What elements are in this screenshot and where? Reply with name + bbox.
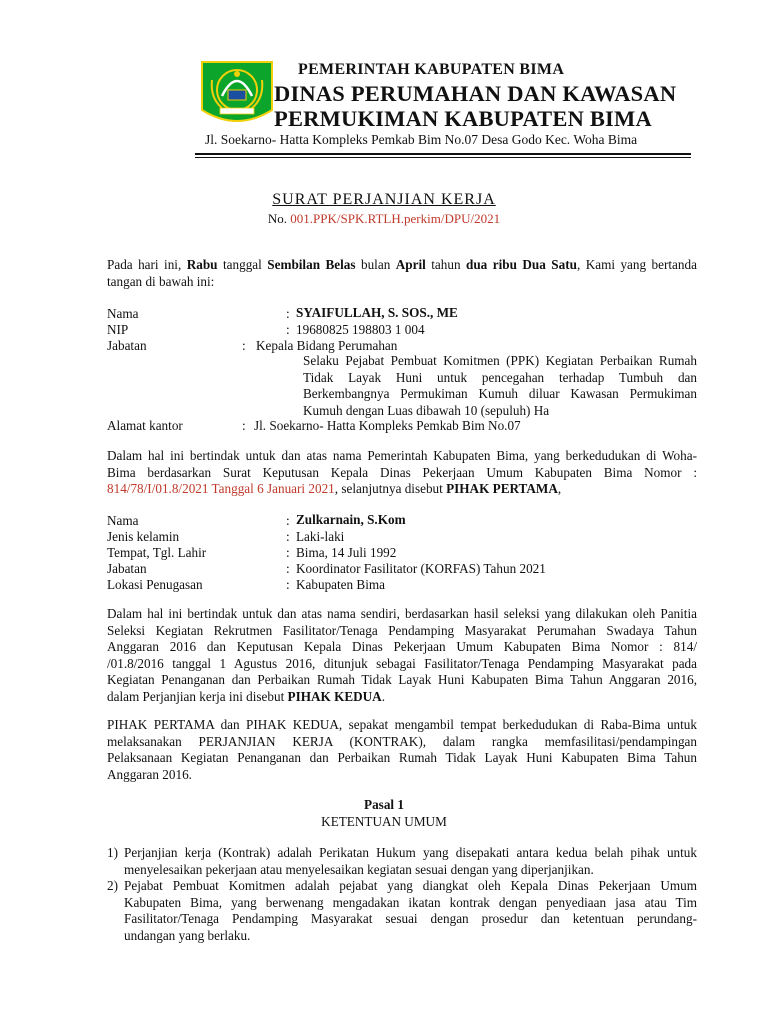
letterhead-rule-thick — [195, 153, 691, 155]
p2-value: Laki-laki — [296, 529, 345, 544]
p2-value: Koordinator Fasilitator (KORFAS) Tahun 2021 — [296, 561, 546, 576]
p2-value: Bima, 14 Juli 1992 — [296, 545, 397, 560]
p2-label: Jenis kelamin — [107, 529, 180, 544]
p2-colon: : — [286, 513, 290, 528]
p1-jabatan-colon: : — [242, 338, 246, 353]
kabupaten-bima-logo — [200, 60, 274, 130]
p1-jabatan-value: Kepala Bidang Perumahan — [256, 338, 398, 353]
pasal-heading: Pasal 1 — [364, 797, 404, 812]
p1-role-line: Kumuh dengan Luas dibawah 10 (sepuluh) Ha — [303, 402, 550, 418]
list-item-number: 2) — [107, 878, 118, 893]
pasal-subheading: KETENTUAN UMUM — [321, 814, 447, 829]
letterhead-agency-line1: DINAS PERUMAHAN DAN KAWASAN — [274, 81, 677, 106]
p1-name-colon: : — [286, 306, 290, 321]
p1-jabatan-label: Jabatan — [107, 338, 147, 353]
party2-statement: Dalam hal ini bertindak untuk dan atas nama sendiri, berdasarkan hasil seleksi yang dilakukan oleh Panitia Seleksi Kegiatan Rekrutmen Fasilitator/Tenaga Pendamping Masyarakat Perumahan Swadaya Tahun Anggaran 2016 dan Keputusan Kepala Dinas Pekerjaan Umum Kabupaten Bima Nomor : 814/ /01.8/2016 tanggal 1 Agustus 2016, ditunjuk sebagai Fasilitator/Tenaga Pendamping Masyarakat pada Kegiatan Penanganan dan Perbaikan Rumah Tidak Layak Huni Kabupaten Bima Tahun Anggaran 2016, dalam Perjanjian kerja ini disebut PIHAK KEDUA. — [107, 606, 697, 704]
pihak-pertama-label: PIHAK PERTAMA — [446, 481, 558, 497]
p1-alamat-colon: : — [242, 418, 246, 433]
opening-paragraph: Pada hari ini, Rabu tanggal Sembilan Belas bulan April tahun dua ribu Dua Satu, Kami yang bertanda tangan di bawah ini: — [107, 257, 697, 289]
p1-name-value: SYAIFULLAH, S. SOS., ME — [296, 305, 458, 320]
p1-nip-label: NIP — [107, 322, 129, 337]
p2-colon: : — [286, 561, 290, 576]
agreement-paragraph: PIHAK PERTAMA dan PIHAK KEDUA, sepakat mengambil tempat berkedudukan di Raba-Bima untuk melaksanakan PERJANJIAN KERJA (KONTRAK), dalam rangka memfasilitasi/pendampingan Pelaksanaan Kegiatan Penanganan dan Perbaikan Rumah Tidak Layak Huni Kabupaten Bima Tahun Anggaran 2016. — [107, 717, 697, 782]
p1-role-line: Tidak Layak Huni untuk pencegahan terhadap Tumbuh dan — [303, 369, 697, 385]
letterhead-rule-thin — [195, 157, 691, 158]
document-number: No. 001.PPK/SPK.RTLH.perkim/DPU/2021 — [267, 211, 501, 226]
p1-nip-value: 19680825 198803 1 004 — [296, 322, 425, 337]
document-title: SURAT PERJANJIAN KERJA — [272, 191, 496, 208]
p2-colon: : — [286, 529, 290, 544]
list-item: 1) Perjanjian kerja (Kontrak) adalah Perikatan Hukum yang disepakati antara kedua belah pihak untuk menyelesaikan pekerjaan atau menyelesaikan kegiatan sesuai dengan yang diperjanjikan. — [107, 845, 697, 877]
letterhead-address: Jl. Soekarno- Hatta Kompleks Pemkab Bim No.07 Desa Godo Kec. Woha Bima — [205, 132, 638, 147]
p1-role-description — [303, 353, 697, 419]
p2-value: Kabupaten Bima — [296, 577, 385, 592]
p2-label: Lokasi Penugasan — [107, 577, 203, 592]
p2-label: Jabatan — [107, 561, 147, 576]
p2-colon: : — [286, 545, 290, 560]
p1-alamat-value: Jl. Soekarno- Hatta Kompleks Pemkab Bim No.07 — [254, 418, 521, 433]
p1-name-label: Nama — [107, 306, 139, 321]
p1-nip-colon: : — [286, 322, 290, 337]
letterhead-government: PEMERINTAH KABUPATEN BIMA — [298, 61, 565, 78]
p2-name-value: Zulkarnain, S.Kom — [296, 512, 406, 527]
party1-statement: Dalam hal ini bertindak untuk dan atas nama Pemerintah Kabupaten Bima, yang berkedudukan di Woha- Bima berdasarkan Surat Keputusan Kepala Dinas Pekerjaan Umum Kabupaten Bima Nomor : 814/78/I/01.8/2021 Tanggal 6 Januari 2021, selanjutnya disebut PIHAK PERTAMA, — [107, 448, 697, 497]
list-item: 2) Pejabat Pembuat Komitmen adalah pejabat yang diangkat oleh Kepala Dinas Pekerjaan Umum Kabupaten Bima, yang berwenang mengadakan ikatan kontrak dengan penyediaan jasa atau Tim Fasilitator/Tenaga Pendamping Masyarakat sesuai dengan prosedur dan ketentuan perundang- undangan yang berlaku. — [107, 878, 697, 943]
decree-reference: 814/78/I/01.8/2021 Tanggal 6 Januari 2021 — [107, 481, 335, 497]
list-item-number: 1) — [107, 845, 118, 860]
p2-label: Nama — [107, 513, 139, 528]
p1-role-line: Berkembangnya Permukiman Kumuh diluar Kawasan Permukiman — [303, 386, 697, 402]
p1-alamat-label: Alamat kantor — [107, 418, 183, 433]
p2-label: Tempat, Tgl. Lahir — [107, 545, 207, 560]
pihak-kedua-label: PIHAK KEDUA — [287, 688, 382, 704]
p2-colon: : — [286, 577, 290, 592]
letterhead-agency-line2: PERMUKIMAN KABUPATEN BIMA — [274, 106, 652, 131]
p1-role-line: Selaku Pejabat Pembuat Komitmen (PPK) Kegiatan Perbaikan Rumah — [303, 353, 697, 368]
